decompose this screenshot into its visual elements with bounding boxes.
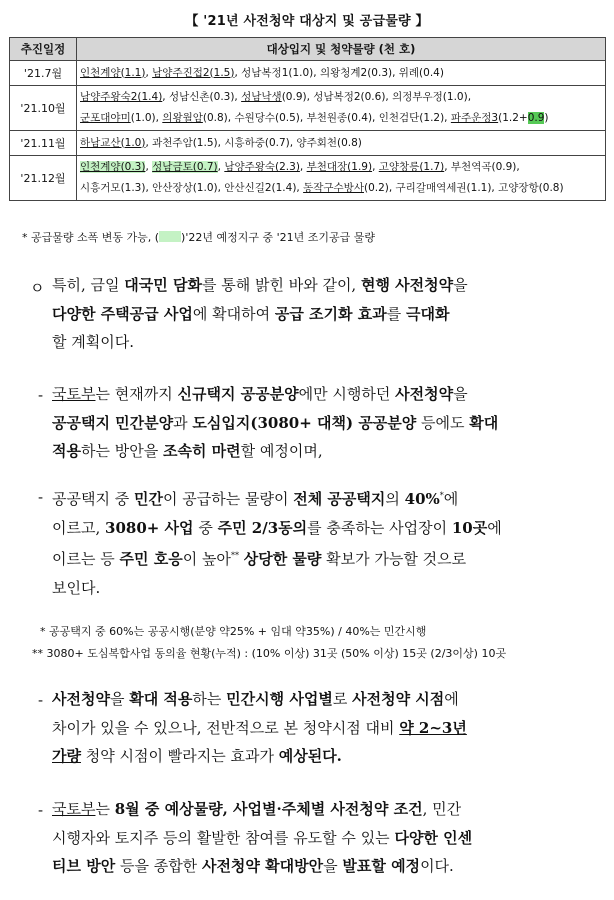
note-before: * 공급물량 소폭 변동 가능, ( <box>22 231 160 244</box>
paragraph <box>52 271 602 357</box>
text-run: 에 <box>487 518 502 537</box>
text-run: 에 <box>444 690 459 708</box>
text-run: 약 2~3년 <box>399 718 467 737</box>
text-run: 로 <box>332 690 353 708</box>
text-run: , <box>145 161 153 173</box>
text-run: 의왕월암 <box>162 112 203 124</box>
text-run: * <box>439 491 444 500</box>
text-run: 신규택지 공공분양 <box>177 385 299 403</box>
text-run: 공급 조기화 효과 <box>274 304 387 323</box>
text-run: 에 확대하여 <box>192 304 275 323</box>
text-run: , 성남신촌(0.3), <box>162 91 242 103</box>
text-run: 등에도 <box>416 413 470 432</box>
text-run: ) <box>544 112 549 124</box>
text-run: 등을 종합한 <box>115 857 202 875</box>
text-run: 를 충족하는 사업장이 <box>307 518 452 537</box>
text-run: 8월 중 예상물량, 사업별·주체별 사전청약 조건 <box>114 800 423 818</box>
text-run: 하남교산(1.0) <box>80 136 146 149</box>
text-run: (0.9), 성남복정2(0.6), 의정부우정(1.0), <box>281 91 472 103</box>
text-run: 대국민 담화 <box>124 276 202 294</box>
text-run: 차이가 있을 수 있으나, 전반적으로 본 청약시점 대비 <box>52 718 400 737</box>
text-run: 주민 호응 <box>119 550 183 568</box>
text-run: 이다. <box>420 857 454 875</box>
table-title: 【 '21년 사전청약 대상지 및 공급물량 】 <box>185 14 429 29</box>
footnote: * 공공택지 중 60%는 공공시행(분양 약25% + 임대 약35%) / 40%는 민간시행 <box>40 625 427 638</box>
table-note <box>22 229 375 245</box>
text-run: 시흥거모(1.3), 안산장상(1.0), 안산신길2(1.4), <box>80 182 304 194</box>
text-run: , <box>299 161 307 173</box>
paragraph-line <box>52 795 602 824</box>
green-highlight-legend <box>159 231 181 242</box>
text-run: 를 통해 밝힌 바와 같이, <box>201 276 361 294</box>
text-run: (1.2+ <box>498 112 528 124</box>
paragraph-line <box>52 380 602 409</box>
table-row <box>10 131 606 156</box>
row-date: '21.12월 <box>10 156 77 201</box>
paragraph-line <box>52 271 602 300</box>
text-run: 하는 <box>192 690 227 708</box>
text-run: 예상된다. <box>278 747 342 765</box>
paragraph-line <box>52 685 602 714</box>
row-line <box>80 133 602 154</box>
paragraph-line <box>52 437 602 466</box>
text-run: 사전청약 <box>52 690 110 708</box>
text-run: 이 공급하는 물량이 <box>162 490 294 508</box>
text-run: 부천대장(1.9) <box>306 161 373 173</box>
text-run: 성남낙생 <box>241 91 282 103</box>
text-run: 확대 <box>469 413 499 432</box>
text-run: 민간 <box>134 490 163 508</box>
text-run: 하는 방안을 <box>80 442 163 460</box>
text-run: 에 <box>443 490 459 508</box>
text-run: 의 <box>385 490 405 508</box>
text-run: 조속히 마련 <box>162 442 241 460</box>
text-run: 을 <box>453 276 468 294</box>
row-content <box>77 131 606 156</box>
text-run: 고양창릉(1.7) <box>378 161 445 173</box>
text-run: 사전청약 시점 <box>352 690 445 708</box>
row-line <box>80 108 602 129</box>
text-run: 과 <box>173 413 193 432</box>
text-run: 10곳 <box>451 518 488 537</box>
text-run: 공공택지 중 <box>52 490 134 508</box>
text-run: 사전청약 <box>395 385 454 403</box>
paragraph-line <box>52 300 602 329</box>
text-run: 군포대야미 <box>80 112 131 124</box>
paragraph-line <box>52 514 602 543</box>
paragraph <box>52 482 602 602</box>
text-run: 다양한 주택공급 사업 <box>52 304 193 323</box>
paragraph-line <box>52 574 602 603</box>
paragraph-line <box>52 742 602 771</box>
text-run: 국토부 <box>52 385 96 403</box>
text-run: 확보가 가능할 것으로 <box>321 550 467 568</box>
text-run: 남양주왕숙(2.3) <box>224 161 300 173</box>
text-run: 티브 방안 <box>52 857 116 875</box>
bullet-dash: - <box>38 386 44 404</box>
text-run: 을 <box>323 857 343 875</box>
row-line <box>80 63 602 84</box>
text-run: 할 계획이다. <box>52 333 134 351</box>
text-run: 파주운정3 <box>450 112 499 124</box>
text-run: 동작구수방사 <box>303 182 364 194</box>
table-row <box>10 86 606 131</box>
text-run: 이 높아 <box>182 550 231 568</box>
text-run: 적용 <box>52 442 81 460</box>
row-line <box>80 178 602 199</box>
text-run: 가량 <box>52 747 81 765</box>
text-run: 을 <box>109 690 130 708</box>
text-run: 상당한 물량 <box>243 550 322 568</box>
text-run: 공공택지 민간분양 <box>52 413 174 432</box>
text-run: 전체 공공택지 <box>293 490 386 508</box>
text-run: 는 현재까지 <box>95 385 178 403</box>
row-date: '21.7월 <box>10 61 77 86</box>
text-run: , <box>372 161 379 173</box>
text-run: 발표할 예정 <box>342 857 421 875</box>
bullet-dash: - <box>38 801 44 819</box>
text-run: ** <box>230 551 239 560</box>
text-run: , 성남복정1(1.0), 의왕청계2(0.3), 위례(0.4) <box>234 66 444 79</box>
row-line <box>80 157 602 178</box>
text-run: 국토부 <box>52 800 96 818</box>
note-after: )'22년 예정지구 중 '21년 조기공급 물량 <box>181 231 375 244</box>
text-run: 남양주왕숙2(1.4) <box>80 91 163 103</box>
row-content <box>77 156 606 201</box>
text-run: 인천계양(0.3) <box>80 161 146 173</box>
paragraph <box>52 685 602 771</box>
row-line <box>80 87 602 108</box>
text-run: 을 <box>453 385 468 403</box>
text-run: (0.2), 구리갈매역세권(1.1), 고양장항(0.8) <box>363 182 564 194</box>
text-run: , <box>217 161 225 173</box>
text-run: 이르고, <box>52 518 106 537</box>
text-run: 특히, 금일 <box>52 276 125 294</box>
text-run: 이르는 등 <box>52 550 120 568</box>
paragraph-line <box>52 824 602 853</box>
text-run: 사전청약 확대방안 <box>201 857 324 875</box>
text-run: 40% <box>404 490 440 508</box>
bullet-dash: - <box>38 691 44 709</box>
header-target: 대상입지 및 청약물량 (천 호) <box>77 38 606 61</box>
bullet-dash: - <box>38 488 44 506</box>
paragraph <box>52 795 602 881</box>
text-run: 0.9 <box>527 112 545 124</box>
text-run: 다양한 인센 <box>394 828 473 847</box>
bullet-circle: ㅇ <box>30 279 45 297</box>
text-run: 는 <box>95 800 115 818</box>
row-content <box>77 86 606 131</box>
text-run: 현행 사전청약 <box>360 276 454 294</box>
text-run: 청약 시점이 빨라지는 효과가 <box>80 747 279 765</box>
text-run: 3080+ 사업 <box>105 518 194 537</box>
text-run: 보인다. <box>52 578 101 597</box>
text-run: 중 <box>193 518 218 537</box>
text-run: 민간시행 사업별 <box>226 690 333 708</box>
paragraph-line <box>52 328 602 357</box>
paragraph-line <box>52 852 602 881</box>
text-run: 에만 시행하던 <box>298 385 396 403</box>
paragraph-line <box>52 482 602 514</box>
text-run: 할 예정이며, <box>240 442 323 460</box>
table-row <box>10 61 606 86</box>
text-run: 남양주진접2(1.5) <box>152 66 235 79</box>
text-run: 인천계양(1.1) <box>80 66 146 79</box>
paragraph-line <box>52 542 602 574</box>
text-run: (1.0), <box>130 112 163 124</box>
paragraph-line <box>52 714 602 743</box>
text-run: (0.8), 수원당수(0.5), 부천원종(0.4), 인천검단(1.2), <box>202 112 451 124</box>
footnote: ** 3080+ 도심복합사업 동의율 현황(누적) : (10% 이상) 31곳 (50% 이상) 15곳 (2/3이상) 10곳 <box>32 647 507 660</box>
text-run: 주민 2/3동의 <box>217 518 308 537</box>
text-run: 확대 적용 <box>129 690 193 708</box>
text-run: , 부천역곡(0.9), <box>444 161 520 173</box>
text-run: , 과천주암(1.5), 시흥하중(0.7), 양주회천(0.8) <box>145 136 362 149</box>
supply-table <box>9 37 606 201</box>
text-run: , <box>145 66 153 79</box>
row-date: '21.10월 <box>10 86 77 131</box>
paragraph-line <box>52 409 602 438</box>
table-row <box>10 156 606 201</box>
text-run: 시행자와 토지주 등의 활발한 참여를 유도할 수 있는 <box>52 828 395 847</box>
paragraph <box>52 380 602 466</box>
text-run: 도심입지(3080+ 대책) 공공분양 <box>192 413 417 432</box>
text-run: , 민간 <box>422 800 462 818</box>
text-run: 성남금토(0.7) <box>152 161 218 173</box>
text-run: 를 <box>386 304 407 323</box>
row-content <box>77 61 606 86</box>
header-schedule: 추진일정 <box>10 38 77 61</box>
row-date: '21.11월 <box>10 131 77 156</box>
text-run: 극대화 <box>406 304 450 323</box>
